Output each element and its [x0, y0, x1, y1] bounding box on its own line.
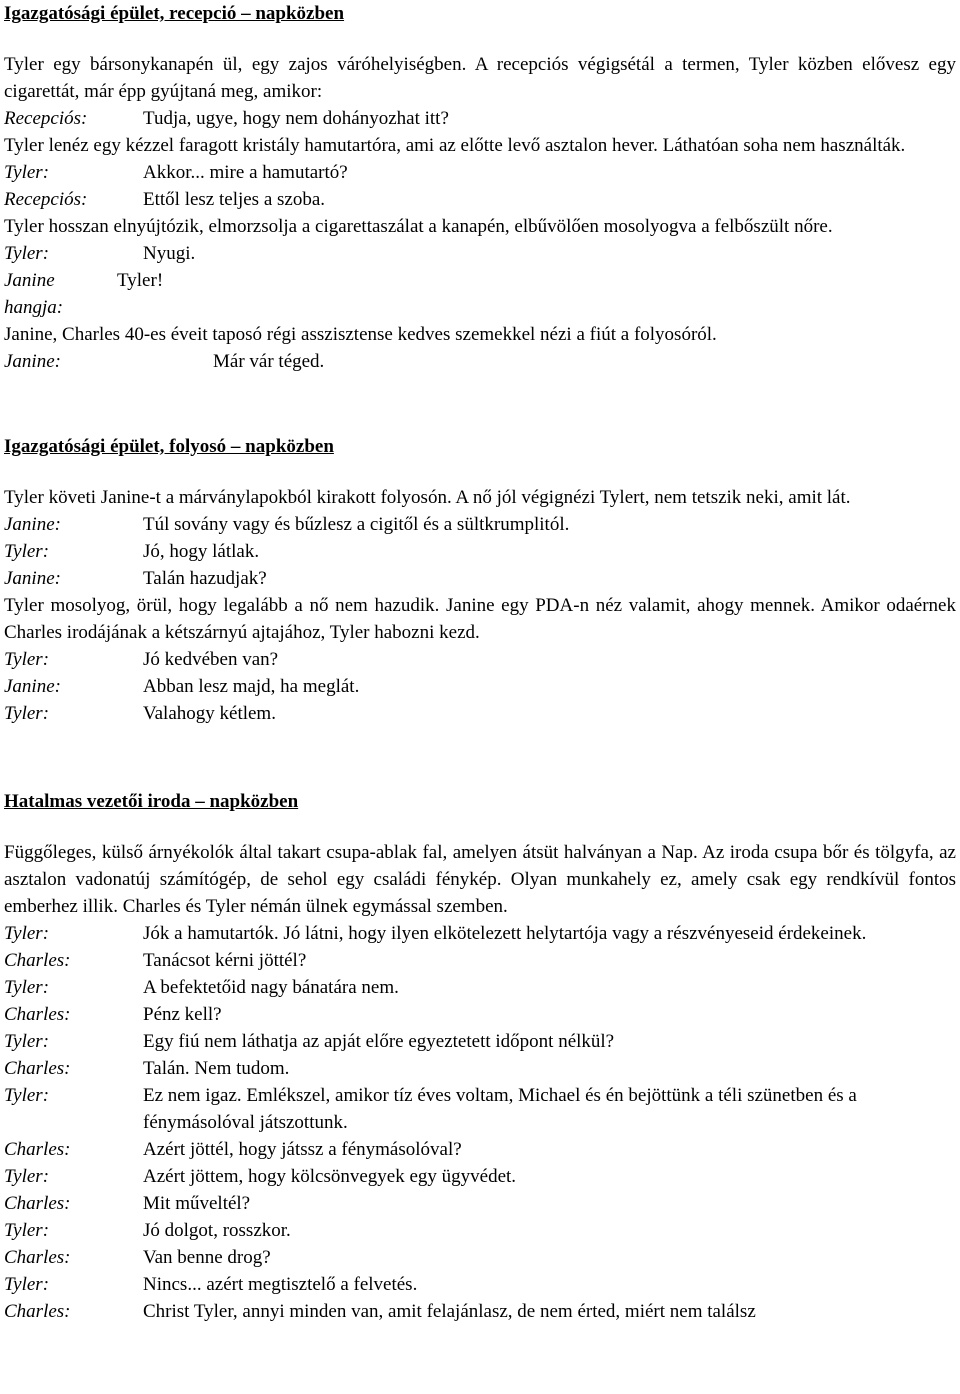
speaker-name: Tyler: [4, 541, 50, 562]
scene-heading: Igazgatósági épület, recepció – napközben [4, 3, 345, 24]
dialogue-text: A befektetőid nagy bánatára nem. [143, 977, 399, 998]
dialogue-line [4, 700, 956, 727]
dialogue-text: Tanácsot kérni jöttél? [143, 950, 307, 971]
dialogue-text: Azért jöttem, hogy kölcsönvegyek egy ügyvédet. [143, 1166, 517, 1187]
speaker-name: Tyler: [4, 703, 50, 724]
speaker-name: Tyler: [4, 1166, 50, 1187]
dialogue-text: Valahogy kétlem. [143, 703, 276, 724]
dialogue-text: Nincs... azért megtisztelő a felvetés. [143, 1274, 418, 1295]
dialogue-text: Abban lesz majd, ha meglát. [143, 676, 360, 697]
dialogue-line [4, 240, 956, 267]
scene [4, 788, 956, 1325]
speaker-name: Tyler: [4, 1220, 50, 1241]
dialogue-text: Mit műveltél? [143, 1193, 251, 1214]
dialogue-line [4, 920, 956, 947]
speaker-name: Charles: [4, 1193, 71, 1214]
dialogue-line [4, 538, 956, 565]
dialogue-line [4, 1244, 956, 1271]
action-paragraph: Tyler egy bársonykanapén ül, egy zajos váróhelyiségben. A recepciós végigsétál a termen, Tyler közben elővesz egy cigarettát, már épp gyújtaná meg, amikor: [4, 54, 956, 102]
speaker-name: Janine: [4, 351, 61, 372]
speaker-name: Janine: [4, 568, 61, 589]
speaker-name: Tyler: [4, 649, 50, 670]
speaker-name: Tyler: [4, 1085, 50, 1106]
dialogue-text: Már vár téged. [213, 351, 325, 372]
dialogue-line [4, 105, 956, 132]
speaker-name: Janine: [4, 676, 61, 697]
speaker-name: Janine: [4, 514, 61, 535]
action-paragraph: Janine, Charles 40-es éveit taposó régi asszisztense kedves szemekkel nézi a fiút a folyosóról. [4, 324, 717, 345]
dialogue-line [4, 267, 956, 321]
speaker-name: Tyler: [4, 1031, 50, 1052]
dialogue-text: Pénz kell? [143, 1004, 222, 1025]
speaker-name: Tyler: [4, 162, 50, 183]
scene-body [4, 839, 956, 1325]
action-paragraph: Tyler mosolyog, örül, hogy legalább a nő nem hazudik. Janine egy PDA-n néz valamit, ahogy mennek. Amikor odaérnek Charles irodájának a kétszárnyú ajtajához, Tyler habozni kezd. [4, 595, 956, 643]
dialogue-line [4, 1136, 956, 1163]
dialogue-line [4, 1001, 956, 1028]
speaker-name: Recepciós: [4, 108, 88, 129]
scene-heading: Hatalmas vezetői iroda – napközben [4, 791, 299, 812]
dialogue-text: Azért jöttél, hogy játssz a fénymásolóval? [143, 1139, 462, 1160]
speaker-name: Charles: [4, 1139, 71, 1160]
speaker-name: Recepciós: [4, 189, 88, 210]
dialogue-line [4, 1190, 956, 1217]
speaker-name: Tyler: [4, 1274, 50, 1295]
speaker-name: Janine hangja: [4, 270, 64, 318]
dialogue-text: Nyugi. [143, 243, 196, 264]
speaker-name: Charles: [4, 1058, 71, 1079]
dialogue-line [4, 565, 956, 592]
dialogue-text: Van benne drog? [143, 1247, 271, 1268]
dialogue-line [4, 159, 956, 186]
dialogue-line [4, 1028, 956, 1055]
action-paragraph: Tyler követi Janine-t a márványlapokból kirakott folyosón. A nő jól végignézi Tylert, nem tetszik neki, amit lát. [4, 487, 851, 508]
dialogue-text: Ettől lesz teljes a szoba. [143, 189, 326, 210]
dialogue-text: Túl sovány vagy és bűzlesz a cigitől és a sültkrumplitól. [143, 514, 570, 535]
dialogue-text: Akkor... mire a hamutartó? [143, 162, 348, 183]
dialogue-text: Christ Tyler, annyi minden van, amit felajánlasz, de nem érted, miért nem találsz [143, 1301, 756, 1322]
speaker-name: Tyler: [4, 977, 50, 998]
dialogue-text: Jó kedvében van? [143, 649, 279, 670]
dialogue-line [4, 1298, 956, 1325]
dialogue-text: Egy fiú nem láthatja az apját előre egyeztetett időpont nélkül? [143, 1031, 615, 1052]
dialogue-line [4, 974, 956, 1001]
dialogue-text: Talán. Nem tudom. [143, 1058, 290, 1079]
dialogue-text: Talán hazudjak? [143, 568, 267, 589]
action-paragraph: Függőleges, külső árnyékolók által takart csupa-ablak fal, amelyen átsüt halványan a Nap. Az iroda csupa bőr és tölgyfa, az asztalon vadonatúj számítógép, de sehol egy családi fénykép. Olyan munkahely ez, amely csak egy rendkívül fontos emberhez illik. Charles és Tyler némán ülnek egymással szemben. [4, 842, 956, 917]
scene-heading: Igazgatósági épület, folyosó – napközben [4, 436, 334, 457]
dialogue-text: Jó, hogy látlak. [143, 541, 260, 562]
scene [4, 0, 956, 375]
scene-body [4, 484, 956, 727]
dialogue-text: Tyler! [117, 270, 164, 291]
dialogue-line [4, 1217, 956, 1244]
dialogue-line [4, 646, 956, 673]
dialogue-line [4, 1055, 956, 1082]
dialogue-line [4, 348, 956, 375]
dialogue-line [4, 1163, 956, 1190]
dialogue-line [4, 186, 956, 213]
speaker-name: Tyler: [4, 923, 50, 944]
scene [4, 433, 956, 727]
dialogue-line [4, 947, 956, 974]
dialogue-text: Ez nem igaz. Emlékszel, amikor tíz éves voltam, Michael és én bejöttünk a téli szünetben és a fénymásolóval játszottunk. [143, 1085, 857, 1133]
dialogue-text: Tudja, ugye, hogy nem dohányozhat itt? [143, 108, 449, 129]
dialogue-line [4, 511, 956, 538]
dialogue-text: Jó dolgot, rosszkor. [143, 1220, 291, 1241]
speaker-name: Charles: [4, 1004, 71, 1025]
speaker-name: Tyler: [4, 243, 50, 264]
dialogue-line [4, 1082, 956, 1136]
speaker-name: Charles: [4, 950, 71, 971]
dialogue-line [4, 1271, 956, 1298]
action-paragraph: Tyler hosszan elnyújtózik, elmorzsolja a cigarettaszálat a kanapén, elbűvölően mosolyogva a felbőszült nőre. [4, 216, 833, 237]
dialogue-line [4, 673, 956, 700]
scene-body [4, 51, 956, 375]
action-paragraph: Tyler lenéz egy kézzel faragott kristály hamutartóra, ami az előtte levő asztalon hever. Láthatóan soha nem használták. [4, 135, 906, 156]
dialogue-text: Jók a hamutartók. Jó látni, hogy ilyen elkötelezett helytartója vagy a részvényeseid érdekeinek. [143, 923, 867, 944]
speaker-name: Charles: [4, 1247, 71, 1268]
speaker-name: Charles: [4, 1301, 71, 1322]
